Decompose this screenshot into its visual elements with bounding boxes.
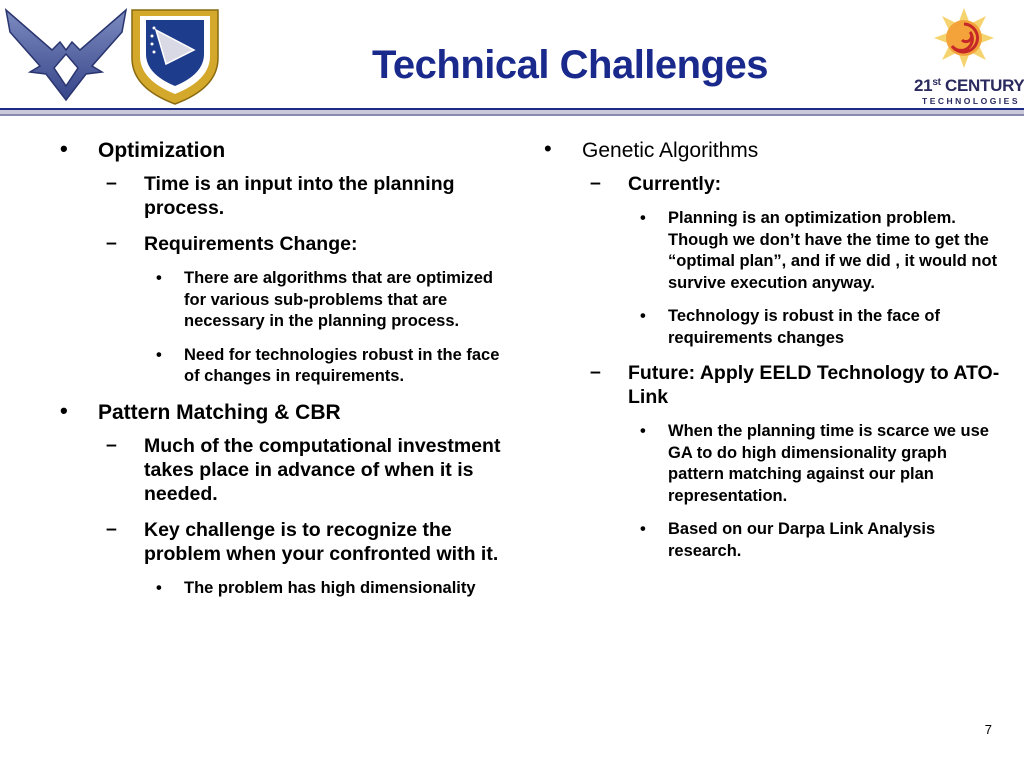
page-number: 7 xyxy=(984,722,992,737)
sub-sub-bullet: • Based on our Darpa Link Analysis research. xyxy=(630,519,1002,562)
bullet-genetic-algorithms: • Genetic Algorithms xyxy=(542,138,1002,164)
header-rule xyxy=(0,108,1024,116)
sub-bullet: – Future: Apply EELD Technology to ATO-Link xyxy=(590,361,1002,409)
company-logo xyxy=(906,2,1024,106)
right-column xyxy=(542,134,1002,574)
sub-sub-bullet: • Planning is an optimization problem. Though we don’t have the time to get the “optimal plan”, and if we did , it would not survive execution anyway. xyxy=(630,208,1002,294)
sub-sub-bullet: • Need for technologies robust in the face of changes in requirements. xyxy=(146,345,518,388)
sub-sub-bullet: • When the planning time is scarce we use GA to do high dimensionality graph pattern matching against our plan representation. xyxy=(630,421,1002,507)
sub-bullet: – Key challenge is to recognize the problem when your confronted with it. xyxy=(106,518,518,566)
sub-sub-bullet: • There are algorithms that are optimized for various sub-problems that are necessary in the planning process. xyxy=(146,268,518,333)
company-brand: 21st CENTURY xyxy=(914,76,1024,95)
swirl-icon xyxy=(906,2,1024,74)
sub-sub-bullet: • Technology is robust in the face of requirements changes xyxy=(630,306,1002,349)
sub-bullet: – Much of the computational investment takes place in advance of when it is needed. xyxy=(106,434,518,506)
bullet-optimization: • Optimization xyxy=(58,138,518,164)
slide-title: Technical Challenges xyxy=(371,42,769,87)
sub-sub-bullet: • The problem has high dimensionality xyxy=(146,578,518,600)
bullet-pattern-matching: • Pattern Matching & CBR xyxy=(58,400,518,426)
sub-bullet: – Currently: xyxy=(590,172,1002,196)
company-subtitle: TECHNOLOGIES xyxy=(922,96,1021,106)
sub-bullet: – Time is an input into the planning process. xyxy=(106,172,518,220)
left-column xyxy=(58,134,518,611)
sub-bullet: – Requirements Change: xyxy=(106,232,518,256)
